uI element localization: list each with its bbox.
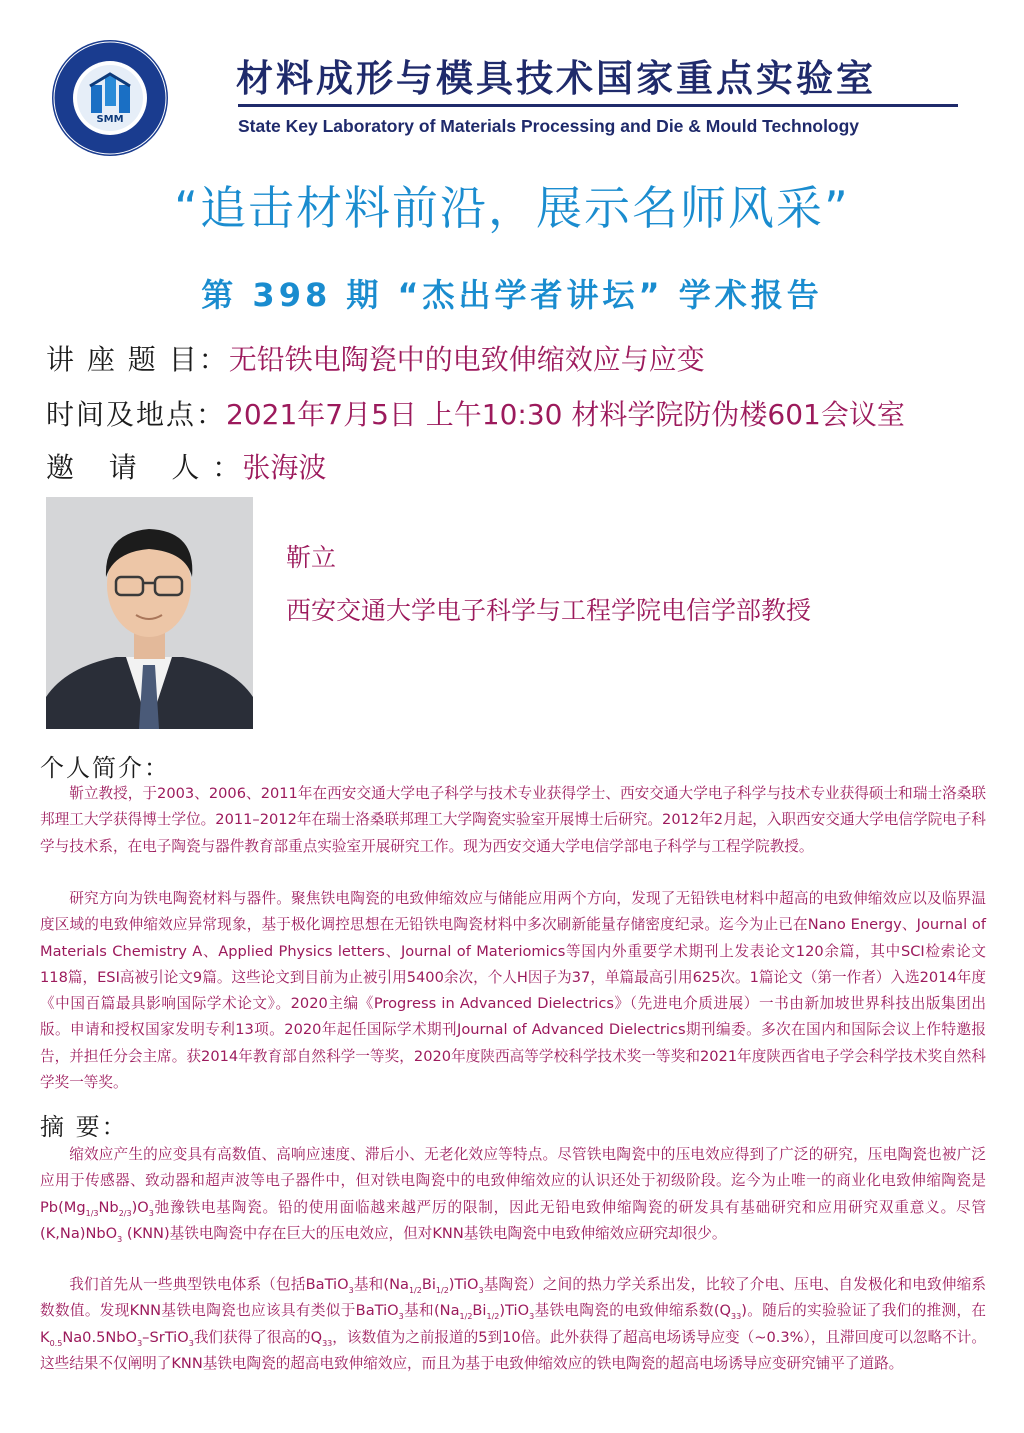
logo-initials: SMM (96, 114, 124, 125)
abstract-paragraph-1: 缩效应产生的应变具有高数值、高响应速度、滞后小、无老化效应等特点。尽管铁电陶瓷中的压电效应得到了广泛的研究，压电陶瓷也被广泛应用于传感器、致动器和超声波等电子器件中，但对铁电陶瓷中的电致伸缩效应的认识还处于初级阶段。迄今为止唯一的商业化电致伸缩陶瓷是$Pb(Mg_{1/3}Nb_{2/3})O_3$弛豫铁电基陶瓷。铅的使用面临越来越严厉的限制，因此无铅电致伸缩陶瓷的研发具有基础研究和应用研究双重意义。尽管(K,Na)NbO$_3$ (KNN)基铁电陶瓷中存在巨大的压电效应，但对KNN基铁电陶瓷中电致伸缩效应研究却很少。 (40, 1146, 986, 1244)
abstract-heading: 摘 要： (40, 1113, 128, 1141)
topic-row (46, 338, 705, 378)
host-row (46, 446, 326, 486)
topic-label: 讲 座 题 目： (46, 343, 229, 376)
topic-value: 无铅铁电陶瓷中的电致伸缩效应与应变 (228, 343, 705, 376)
speaker-name: 靳立 (286, 543, 337, 572)
bio-heading: 个人简介： (40, 754, 170, 782)
host-value: 张海波 (242, 451, 327, 484)
host-label: 邀 请 人 ： (46, 451, 243, 484)
time-value: 2021年7月5日 上午10:30 材料学院防伪楼601会议室 (226, 398, 905, 431)
series-title: 第 398 期 “杰出学者讲坛” 学术报告 (201, 276, 823, 314)
speaker-photo (46, 497, 253, 729)
slogan: “追击材料前沿，展示名师风采” (174, 181, 850, 235)
header-rule (238, 104, 958, 107)
lab-logo (50, 38, 170, 158)
lab-name-en: State Key Laboratory of Materials Processing and Die & Mould Technology (238, 116, 860, 136)
bio-paragraph-2: 研究方向为铁电陶瓷材料与器件。聚焦铁电陶瓷的电致伸缩效应与储能应用两个方向，发现了无铅铁电材料中超高的电致伸缩效应以及临界温度区域的电致伸缩效应异常现象，基于极化调控思想在无铅铁电陶瓷材料中多次刷新能量存储密度纪录。迄今为止已在Nano Energy、Journal of Materials Chemistry A、Applied Physics letters、Journal of Materiomics等国内外重要学术期刊上发表论文120余篇，其中SCI检索论文118篇，ESI高被引论文9篇。这些论文到目前为止被引用5400余次，个人H因子为37，单篇最高引用625次。1篇论文（第一作者）入选2014年度《中国百篇最具影响国际学术论文》。2020主编《Progress in Advanced Dielectrics》（先进电介质进展）一书由新加坡世界科技出版集团出版。申请和授权国家发明专利13项。2020年起任国际学术期刊Journal of Advanced Dielectrics期刊编委。多次在国内和国际会议上作特邀报告，并担任分会主席。获2014年教育部自然科学一等奖，2020年度陕西高等学校科学技术奖一等奖和2021年度陕西省电子学会科学技术奖自然科学奖一等奖。 (40, 890, 986, 1092)
time-label: 时间及地点： (46, 398, 227, 431)
lab-name-cn: 材料成形与模具技术国家重点实验室 (236, 57, 876, 100)
time-row (46, 393, 905, 433)
abstract-paragraph-2: 我们首先从一些典型铁电体系（包括BaTiO$_3$基和$(Na_{1/2}Bi_{1/2})TiO_3$基陶瓷）之间的热力学关系出发，比较了介电、压电、自发极化和电致伸缩系数数值。发现KNN基铁电陶瓷也应该具有类似于BaTiO$_3$基和$(Na_{1/2}Bi_{1/2})TiO_3$基铁电陶瓷的电致伸缩系数$(Q_{33})$。随后的实验验证了我们的推测，在$K_{0.5}Na0.5NbO_3-SrTiO_3$我们获得了很高的$Q_{33}$，该数值为之前报道的5到10倍。此外获得了超高电场诱导应变（~0.3%），且滞回度可以忽略不计。这些结果不仅阐明了KNN基铁电陶瓷的超高电致伸缩效应，而且为基于电致伸缩效应的铁电陶瓷的超高电场诱导应变研究铺平了道路。 (40, 1276, 986, 1372)
bio-paragraph-1: 靳立教授，于2003、2006、2011年在西安交通大学电子科学与技术专业获得学士、西安交通大学电子科学与技术专业获得硕士和瑞士洛桑联邦理工大学获得博士学位。2011–2012年在瑞士洛桑联邦理工大学陶瓷实验室开展博士后研究。2012年2月起，入职西安交通大学电信学院电子科学与技术系，在电子陶瓷与器件教育部重点实验室开展研究工作。现为西安交通大学电信学部电子科学与工程学院教授。 (40, 785, 986, 855)
speaker-title: 西安交通大学电子科学与工程学院电信学部教授 (286, 596, 812, 625)
